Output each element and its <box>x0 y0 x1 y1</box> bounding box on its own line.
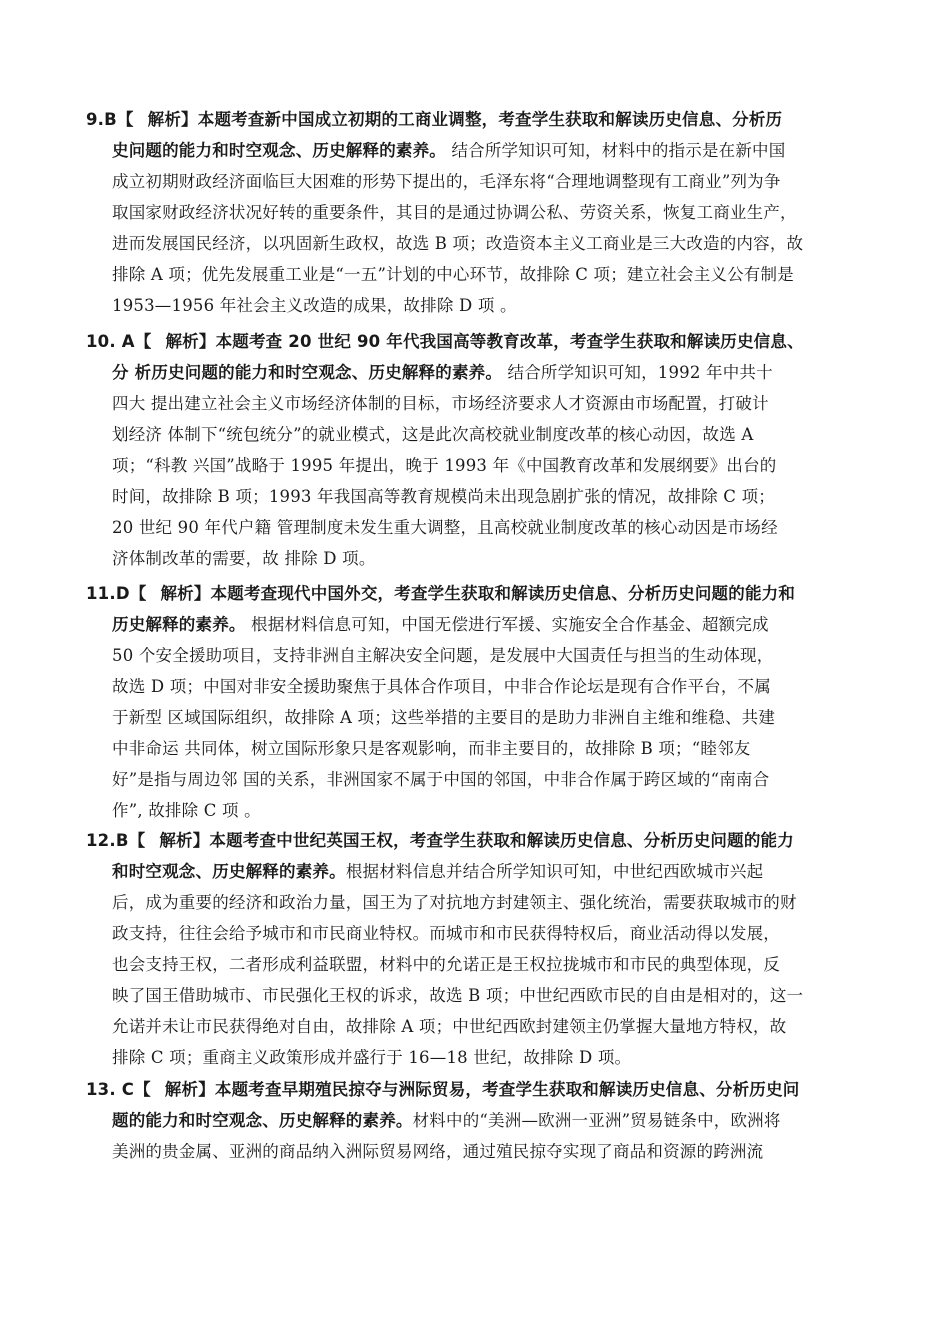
answer-line <box>112 615 769 635</box>
answer-line: 中非命运 共同体，树立国际形象只是客观影响，而非主要目的，故排除 B 项；“睦邻友 <box>112 739 751 758</box>
answer-line: 四大 提出建立社会主义市场经济体制的目标，市场经济要求人才资源由市场配置，打破计 <box>112 394 769 413</box>
answer-number: 12.B【 <box>86 831 146 850</box>
answer-line: 于新型 区域国际组织，故排除 A 项；这些举措的主要目的是助力非洲自主维和维稳、共建 <box>112 708 776 727</box>
answer-line: 成立初期财政经济面临巨大困难的形势下提出的，毛泽东将“合理地调整现有工商业”列为争 <box>112 172 781 191</box>
answer-line <box>86 332 804 352</box>
answer-text: 题的能力和时空观念、历史解释的素养。 <box>112 1111 413 1130</box>
answer-text: 史问题的能力和时空观念、历史解释的素养。 <box>112 141 446 160</box>
answer-line <box>112 1111 781 1131</box>
answer-line: 政支持，往往会给予城市和市民商业特权。而城市和市民获得特权后，商业活动得以发展， <box>112 924 780 943</box>
answer-line: 故选 D 项；中国对非安全援助聚焦于具体合作项目，中非合作论坛是现有合作平台，不属 <box>112 677 771 696</box>
answer-line <box>112 141 785 161</box>
answer-line: 时间，故排除 B 项；1993 年我国高等教育规模尚未出现急剧扩张的情况，故排除 C 项； <box>112 487 775 506</box>
analysis-tag: 解析】 <box>160 584 211 603</box>
analysis-tag: 解析】 <box>164 1080 215 1099</box>
answer-line <box>112 363 773 383</box>
answer-text: 根据材料信息可知，中国无偿进行军援、实施安全合作基金、超额完成 <box>245 615 769 634</box>
answer-text: 分 析历史问题的能力和时空观念、历史解释的素养。 <box>112 363 503 382</box>
answer-line: 排除 A 项；优先发展重工业是“一五”计划的中心环节，故排除 C 项；建立社会主义公有制是 <box>112 265 794 284</box>
answer-line: 美洲的贵金属、亚洲的商品纳入洲际贸易网络，通过殖民掠夺实现了商品和资源的跨洲流 <box>112 1142 764 1161</box>
answer-text: 根据材料信息并结合所学知识可知，中世纪西欧城市兴起 <box>345 862 764 881</box>
answer-line: 进而发展国民经济，以巩固新生政权，故选 B 项；改造资本主义工商业是三大改造的内容，故 <box>112 234 804 253</box>
answer-number: 11.D【 <box>86 584 147 603</box>
answer-number: 10. A【 <box>86 332 152 351</box>
answer-line: 映了国王借助城市、市民强化王权的诉求，故选 B 项；中世纪西欧市民的自由是相对的，这一 <box>112 986 804 1005</box>
answer-number: 13. C【 <box>86 1080 151 1099</box>
answer-text: 本题考查早期殖民掠夺与洲际贸易，考查学生获取和解读历史信息、分析历史问 <box>214 1080 800 1099</box>
answer-line: 济体制改革的需要，故 排除 D 项。 <box>112 549 376 568</box>
answer-number: 9.B【 <box>86 110 134 129</box>
answer-text: 结合所学知识可知，1992 年中共十 <box>502 363 773 382</box>
answer-line <box>86 1080 799 1100</box>
answer-text: 本题考查现代中国外交，考查学生获取和解读历史信息、分析历史问题的能力和 <box>210 584 796 603</box>
answer-line <box>86 584 795 604</box>
answer-line: 好”是指与周边邻 国的关系，非洲国家不属于中国的邻国，中非合作属于跨区域的“南南合 <box>112 770 770 789</box>
answer-text: 本题考查 20 世纪 90 年代我国高等教育改革，考查学生获取和解读历史信息、 <box>215 332 804 351</box>
answer-line <box>86 110 782 130</box>
answer-line: 划经济 体制下“统包统分”的就业模式，这是此次高校就业制度改革的核心动因，故选 A <box>112 425 754 444</box>
answer-text: 本题考查新中国成立初期的工商业调整，考查学生获取和解读历史信息、分析历 <box>197 110 783 129</box>
answer-text: 结合所学知识可知，材料中的指示是在新中国 <box>446 141 786 160</box>
answer-line: 取国家财政经济状况好转的重要条件，其目的是通过协调公私、劳资关系，恢复工商业生产， <box>112 203 797 222</box>
answer-line <box>112 862 763 882</box>
analysis-tag: 解析】 <box>147 110 198 129</box>
analysis-tag: 解析】 <box>159 831 210 850</box>
answer-line: 项；“科教 兴国”战略于 1995 年提出，晚于 1993 年《中国教育改革和发展纲要》出台的 <box>112 456 777 475</box>
answer-text: 和时空观念、历史解释的素养。 <box>112 862 346 881</box>
answer-line: 也会支持王权，二者形成利益联盟，材料中的允诺正是王权拉拢城市和市民的典型体现，反 <box>112 955 780 974</box>
answer-line: 50 个安全援助项目，支持非洲自主解决安全问题，是发展中大国责任与担当的生动体现， <box>112 646 774 665</box>
answer-text: 本题考查中世纪英国王权，考查学生获取和解读历史信息、分析历史问题的能力 <box>209 831 794 850</box>
answer-line: 1953—1956 年社会主义改造的成果，故排除 D 项 。 <box>112 296 517 315</box>
answer-line <box>86 831 794 851</box>
answer-line: 作”, 故排除 C 项 。 <box>112 801 261 820</box>
analysis-tag: 解析】 <box>165 332 216 351</box>
answer-text: 历史解释的素养。 <box>112 615 246 634</box>
answer-line: 20 世纪 90 年代户籍 管理制度未发生重大调整，且高校就业制度改革的核心动因是市场经 <box>112 518 778 537</box>
answer-line: 后，成为重要的经济和政治力量，国王为了对抗地方封建领主、强化统治，需要获取城市的财 <box>112 893 797 912</box>
answer-line: 排除 C 项；重商主义政策形成并盛行于 16—18 世纪，故排除 D 项。 <box>112 1048 632 1067</box>
answer-line: 允诺并未让市民获得绝对自由，故排除 A 项；中世纪西欧封建领主仍掌握大量地方特权，故 <box>112 1017 787 1036</box>
answer-text: 材料中的“美洲—欧洲一亚洲”贸易链条中，欧洲将 <box>412 1111 781 1130</box>
